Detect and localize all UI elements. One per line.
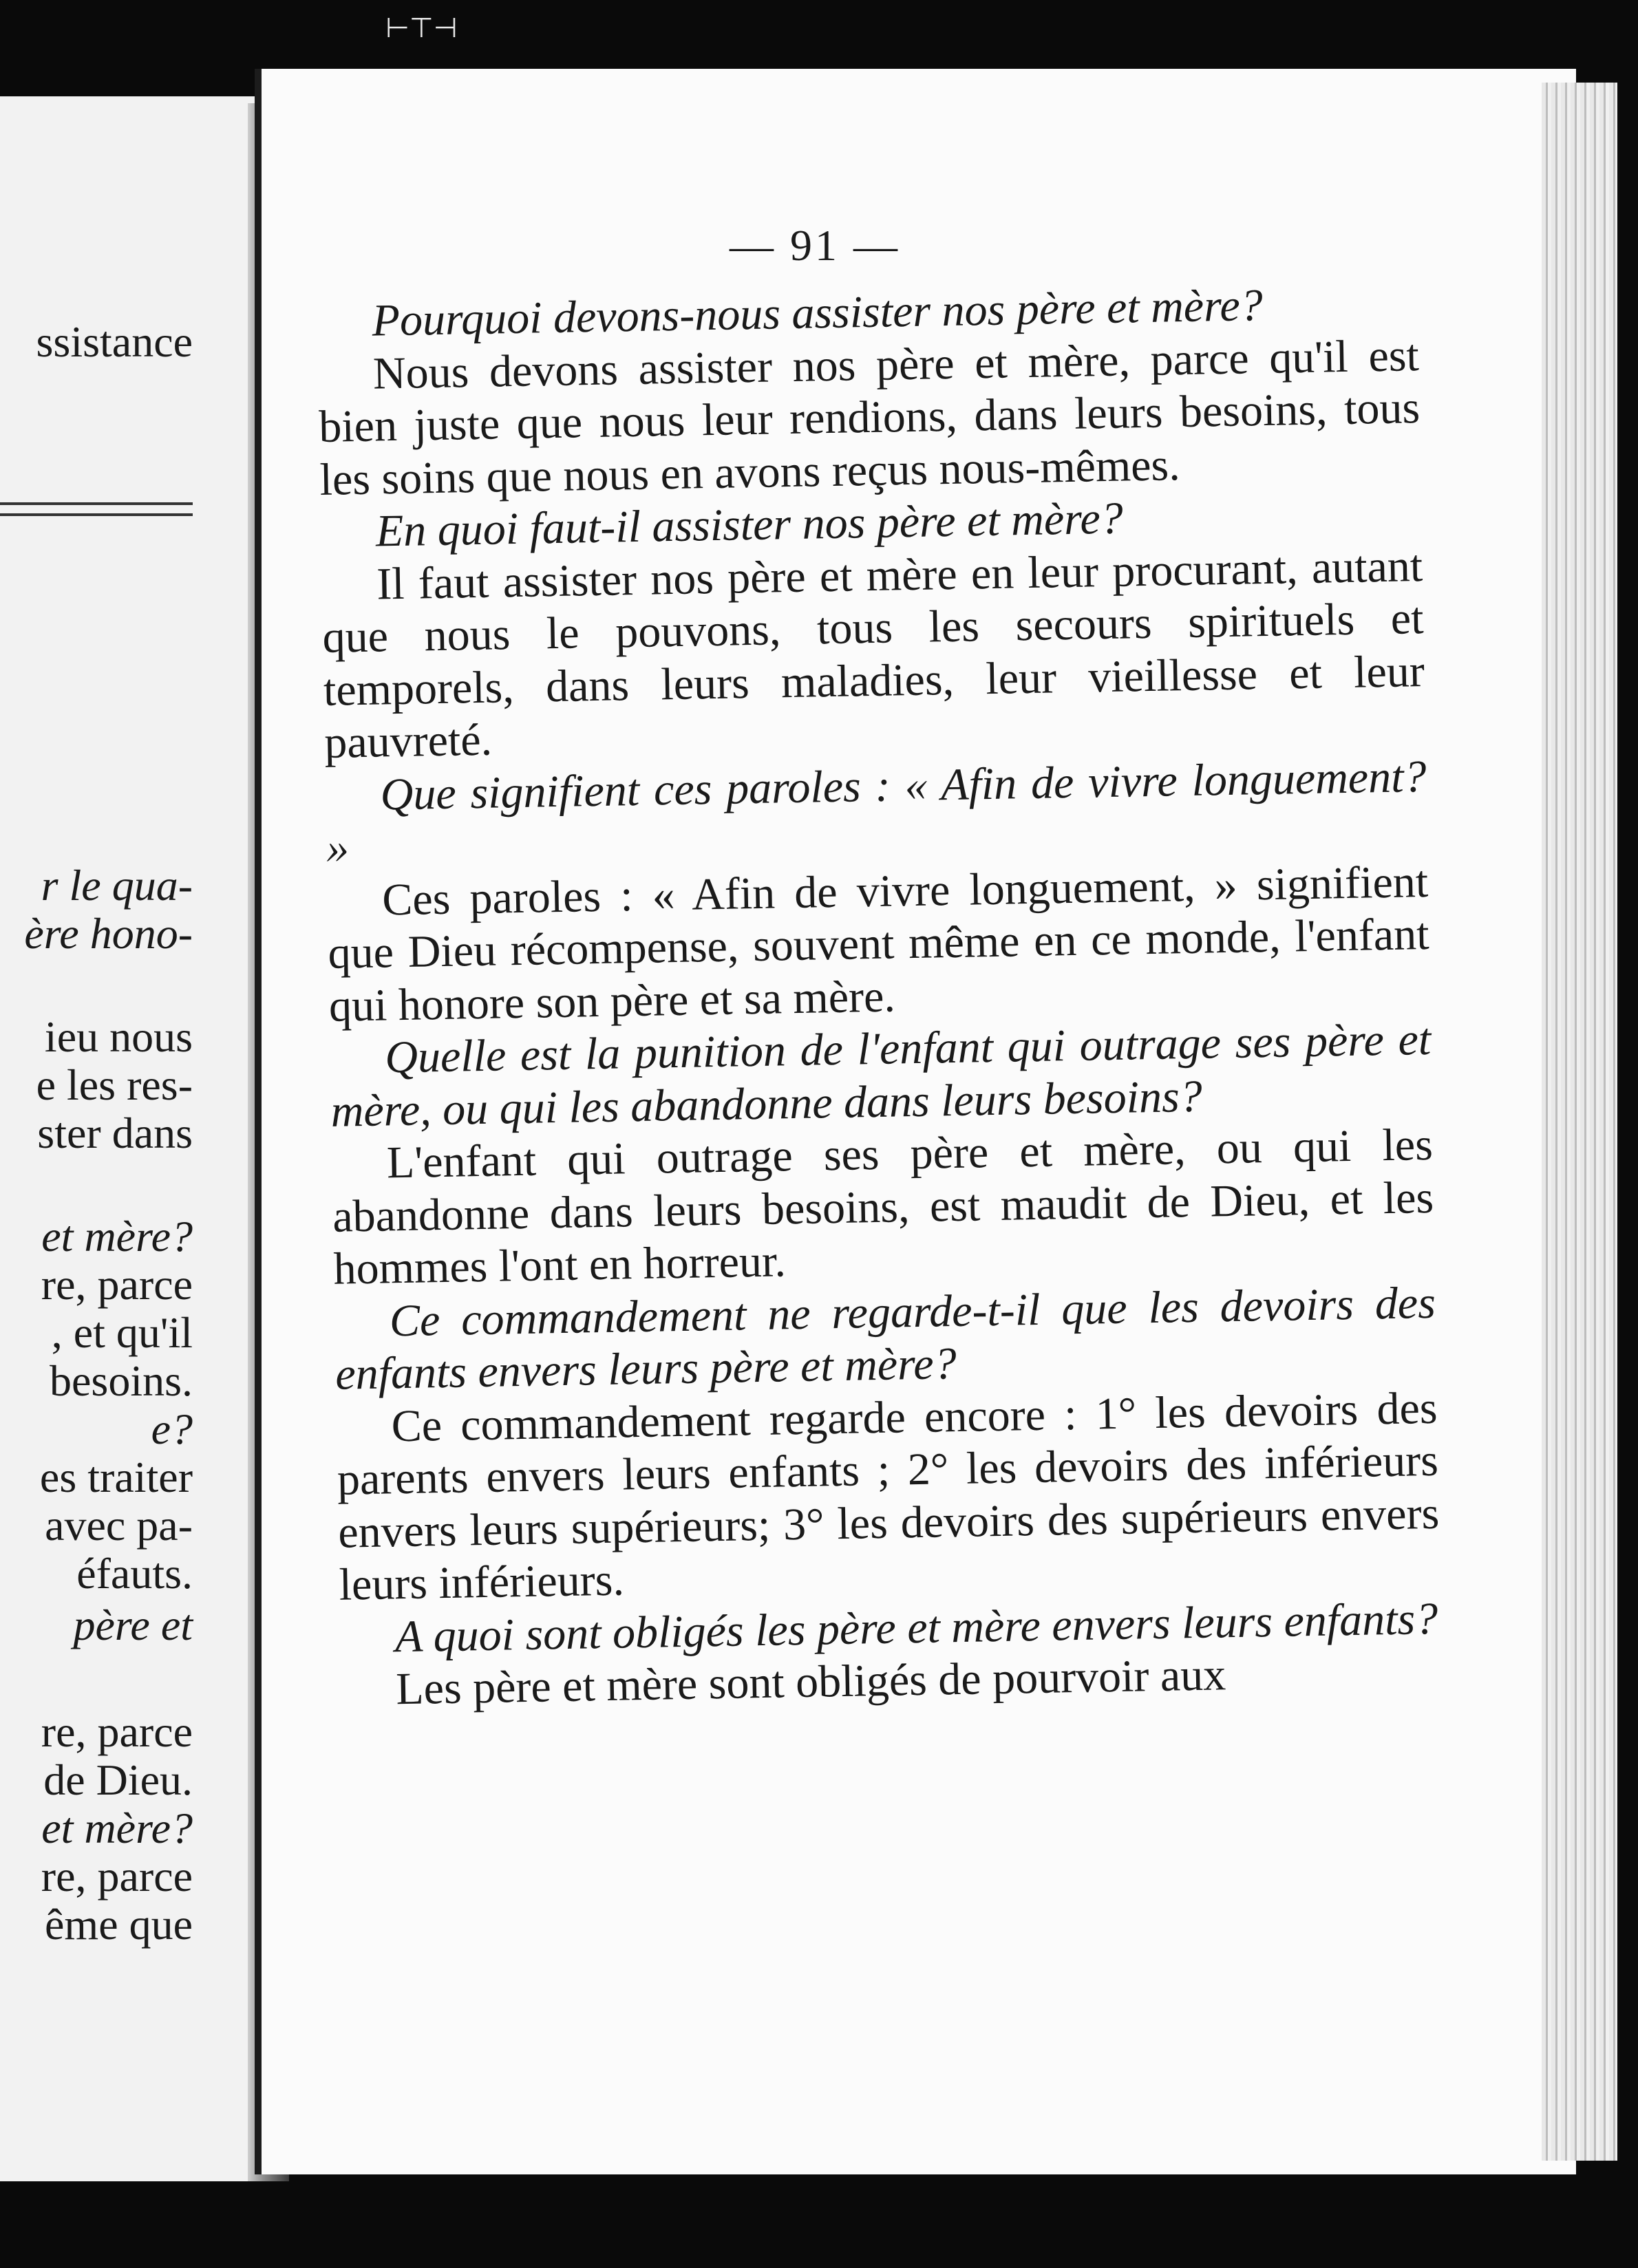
question-5: Ce commandement ne regarde-t-il que les devoirs des enfants envers leurs père et mère? <box>334 1277 1436 1400</box>
left-line-15: père et <box>73 1601 193 1649</box>
left-line-12: es traiter <box>39 1453 193 1501</box>
left-line-16: re, parce <box>41 1707 193 1756</box>
left-line-4: ieu nous <box>44 1012 193 1061</box>
scanner-mark: ⊢⊤⊣ <box>385 12 458 44</box>
left-line-3: ère hono- <box>24 909 193 958</box>
answer-6: Les père et mère sont obligés de pourvoir aux <box>395 1649 1226 1715</box>
left-line-8: re, parce <box>41 1260 193 1309</box>
left-line-9: , et qu'il <box>51 1308 193 1357</box>
answer-5: Ce commandement regarde encore : 1° les devoirs des parents envers leurs enfants ; 2° les devoirs des inférieurs envers leurs supérieurs; 3° les devoirs des supérieurs envers leurs inférieurs. <box>337 1382 1440 1610</box>
left-line-2: r le qua- <box>41 861 193 910</box>
left-page-rule-2 <box>0 513 193 516</box>
previous-page-fragment <box>0 96 279 2181</box>
left-line-6: ster dans <box>37 1109 193 1157</box>
left-page-rule <box>0 502 193 505</box>
answer-4: L'enfant qui outrage ses père et mère, ou qui les abandonne dans leurs besoins, est maudit de Dieu, et les hommes l'ont en horreur. <box>332 1119 1434 1294</box>
left-line-7: et mère? <box>41 1212 193 1261</box>
left-line-1: ssistance <box>36 317 193 366</box>
question-4: Quelle est la punition de l'enfant qui outrage ses père et mère, ou qui les abandonne dans leurs besoins? <box>330 1014 1432 1137</box>
page-body <box>317 277 1443 1717</box>
left-line-19: re, parce <box>41 1852 193 1901</box>
left-line-11: e? <box>151 1404 193 1453</box>
left-line-14: éfauts. <box>76 1549 193 1598</box>
question-2: En quoi faut-il assister nos père et mère? <box>375 493 1124 557</box>
left-line-13: avec pa- <box>45 1501 193 1550</box>
left-line-17: de Dieu. <box>43 1755 193 1804</box>
question-6: A quoi sont obligés les père et mère envers leurs enfants? <box>394 1593 1438 1662</box>
left-line-10: besoins. <box>50 1356 193 1405</box>
question-3: Que signifient ces paroles : « Afin de vivre longuement? » <box>326 751 1427 873</box>
page-number: — 91 — <box>730 221 900 270</box>
answer-3: Ces paroles : « Afin de vivre longuement, » signifient que Dieu récompense, souvent même en ce monde, l'enfant qui honore son père et sa mère. <box>328 856 1430 1031</box>
page-edge-stack <box>1542 83 1617 2161</box>
question-1: Pourquoi devons-nous assister nos père et mère? <box>372 280 1264 346</box>
left-line-18: et mère? <box>41 1804 193 1852</box>
left-line-5: e les res- <box>36 1060 193 1109</box>
answer-2: Il faut assister nos père et mère en leur procurant, autant que nous le pouvons, tous les secours spirituels et temporels, dans leurs maladies, leur vieillesse et leur pauvreté. <box>322 540 1425 768</box>
answer-1: Nous devons assister nos père et mère, parce qu'il est bien juste que nous leur rendions, dans leurs besoins, tous les soins que nous en avons reçus nous-mêmes. <box>318 330 1421 505</box>
left-line-20: ême que <box>45 1900 193 1949</box>
